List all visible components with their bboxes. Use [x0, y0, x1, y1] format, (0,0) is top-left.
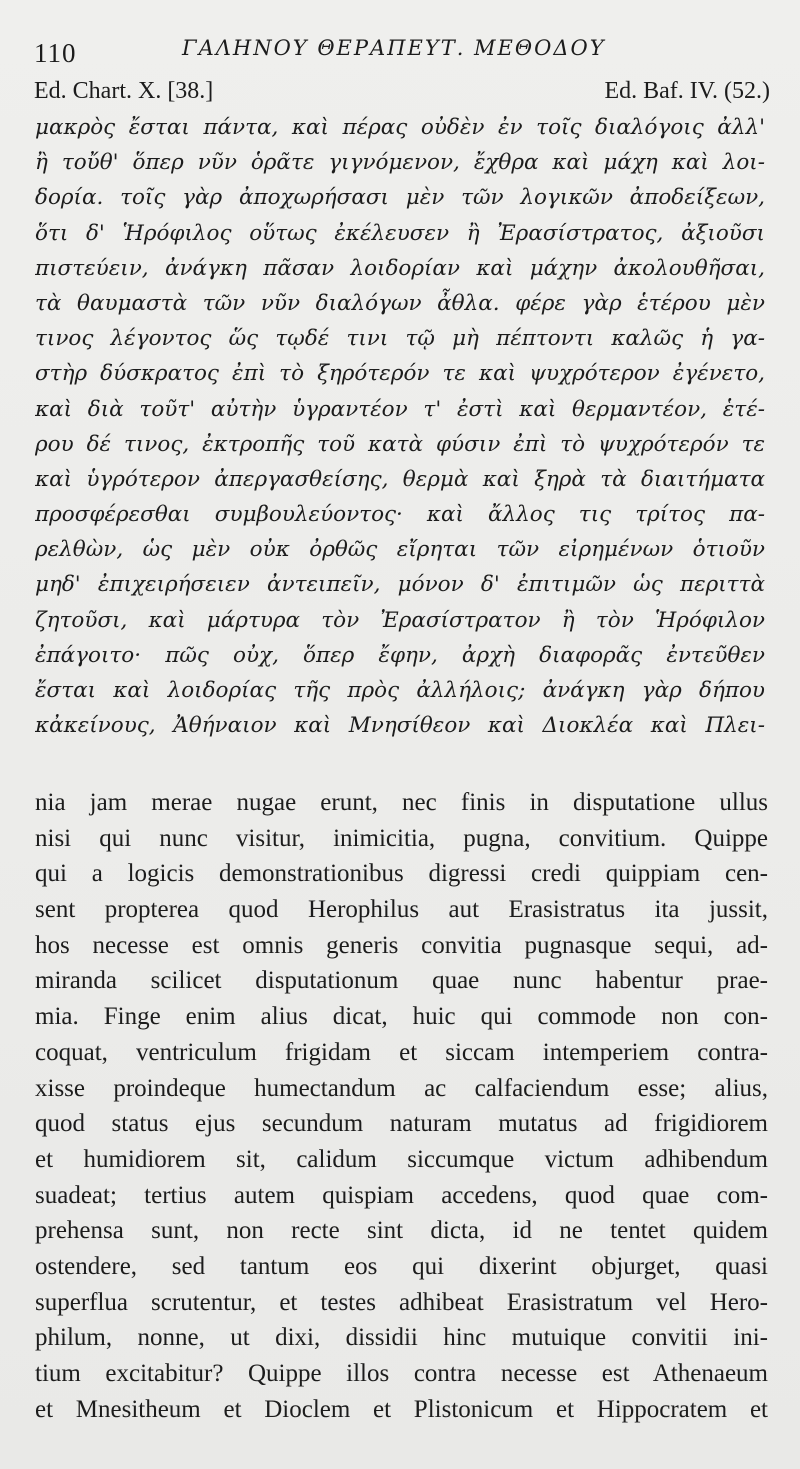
greek-line: ρελθὼν, ὡς μὲν οὐκ ὀρθῶς εἴρηται τῶν εἰρημένων ὁτιοῦν: [35, 537, 765, 563]
latin-line: superflua scrutentur, et testes adhibeat Erasistratum vel Hero-: [35, 1288, 768, 1316]
greek-text-block: [35, 110, 765, 743]
greek-line: ὅτι δ' Ἡρόφιλος οὕτως ἐκέλευσεν ἢ Ἐρασίστρατος, ἀξιοῦσι: [35, 220, 765, 246]
latin-line: mia. Finge enim alius dicat, huic qui commode non con-: [35, 1003, 768, 1031]
greek-line: κἀκείνους, Ἀθήναιον καὶ Μνησίθεον καὶ Διοκλέα καὶ Πλει-: [35, 713, 765, 739]
latin-line: miranda scilicet disputationum quae nunc habentur prae-: [35, 967, 768, 995]
latin-line: qui a logicis demonstrationibus digressi credi quippiam cen-: [35, 860, 768, 888]
latin-line: xisse proindeque humectandum ac calfaciendum esse; alius,: [35, 1074, 768, 1102]
greek-line: καὶ ὑγρότερον ἀπεργασθείσης, θερμὰ καὶ ξηρὰ τὰ διαιτήματα: [35, 466, 765, 492]
latin-line: suadeat; tertius autem quispiam accedens, quod quae com-: [35, 1181, 768, 1209]
latin-line: prehensa sunt, non recte sint dicta, id ne tentet quidem: [35, 1217, 768, 1245]
latin-line: philum, nonne, ut dixi, dissidii hinc mutuique convitii ini-: [35, 1324, 768, 1352]
page-header: [34, 28, 774, 68]
latin-line: et humidiorem sit, calidum siccumque victum adhibendum: [35, 1145, 768, 1173]
latin-line: sent propterea quod Herophilus aut Erasistratus ita jussit,: [35, 896, 768, 924]
greek-line: τινος λέγοντος ὥς τῳδέ τινι τῷ μὴ πέπτοντι καλῶς ἡ γα-: [35, 326, 765, 352]
greek-line: δορία. τοῖς γὰρ ἀποχωρήσασι μὲν τῶν λογικῶν ἀποδείξεων,: [35, 185, 765, 211]
latin-line: tium excitabitur? Quippe illos contra necesse est Athenaeum: [35, 1360, 768, 1387]
edition-reference-basel: Ed. Baf. IV. (52.): [604, 78, 770, 104]
greek-line: πιστεύειν, ἀνάγκη πᾶσαν λοιδορίαν καὶ μάχην ἀκολουθῆσαι,: [35, 255, 765, 281]
greek-line: ἔσται καὶ λοιδορίας τῆς πρὸς ἀλλήλοις; ἀνάγκη γὰρ δήπου: [35, 678, 765, 703]
latin-line: quod status ejus secundum naturam mutatus ad frigidiorem: [35, 1110, 768, 1138]
greek-line: προσφέρεσθαι συμβουλεύοντος· καὶ ἄλλος τις τρίτος πα-: [35, 502, 765, 528]
latin-line: nisi qui nunc visitur, inimicitia, pugna, convitium. Quippe: [35, 824, 768, 852]
edition-reference-chartier: Ed. Chart. X. [38.]: [34, 78, 214, 104]
page-number: 110: [34, 38, 77, 68]
latin-text-block: [35, 785, 768, 1427]
greek-line: καὶ διὰ τοῦτ' αὐτὴν ὑγραντέον τ' ἐστὶ καὶ θερμαντέον, ἑτέ-: [35, 396, 765, 422]
greek-line: στὴρ δύσκρατος ἐπὶ τὸ ξηρότερόν τε καὶ ψυχρότερον ἐγένετο,: [35, 361, 765, 387]
running-title: ΓΑΛΗΝΟΥ ΘΕΡΑΠΕΥΤ. ΜΕΘΟΔΟΥ: [182, 36, 606, 60]
latin-line: et Mnesitheum et Dioclem et Plistonicum et Hippocratem et: [35, 1395, 768, 1423]
latin-line: nia jam merae nugae erunt, nec finis in disputatione ullus: [35, 789, 768, 816]
greek-line: ἢ τοὔθ' ὅπερ νῦν ὁρᾶτε γιγνόμενον, ἔχθρα καὶ μάχη καὶ λοι-: [35, 150, 765, 176]
greek-line: ρου δέ τινος, ἐκτροπῆς τοῦ κατὰ φύσιν ἐπὶ τὸ ψυχρότερόν τε: [35, 431, 765, 457]
greek-line: τὰ θαυμαστὰ τῶν νῦν διαλόγων ἆθλα. φέρε γὰρ ἑτέρου μὲν: [35, 290, 765, 316]
greek-line: μακρὸς ἔσται πάντα, καὶ πέρας οὐδὲν ἐν τοῖς διαλόγοις ἀλλ': [35, 115, 765, 140]
edition-reference-line: [34, 78, 770, 112]
greek-line: ἐπάγοιτο· πῶς οὐχ, ὅπερ ἔφην, ἀρχὴ διαφορᾶς ἐντεῦθεν: [35, 642, 765, 668]
greek-line: μηδ' ἐπιχειρήσειεν ἀντειπεῖν, μόνον δ' ἐπιτιμῶν ὡς περιττὰ: [35, 572, 765, 598]
latin-line: coquat, ventriculum frigidam et siccam intemperiem contra-: [35, 1038, 768, 1066]
latin-line: hos necesse est omnis generis convitia pugnasque sequi, ad-: [35, 931, 768, 959]
greek-line: ζητοῦσι, καὶ μάρτυρα τὸν Ἐρασίστρατον ἢ τὸν Ἡρόφιλον: [35, 607, 765, 633]
latin-line: ostendere, sed tantum eos qui dixerint objurget, quasi: [35, 1252, 768, 1280]
